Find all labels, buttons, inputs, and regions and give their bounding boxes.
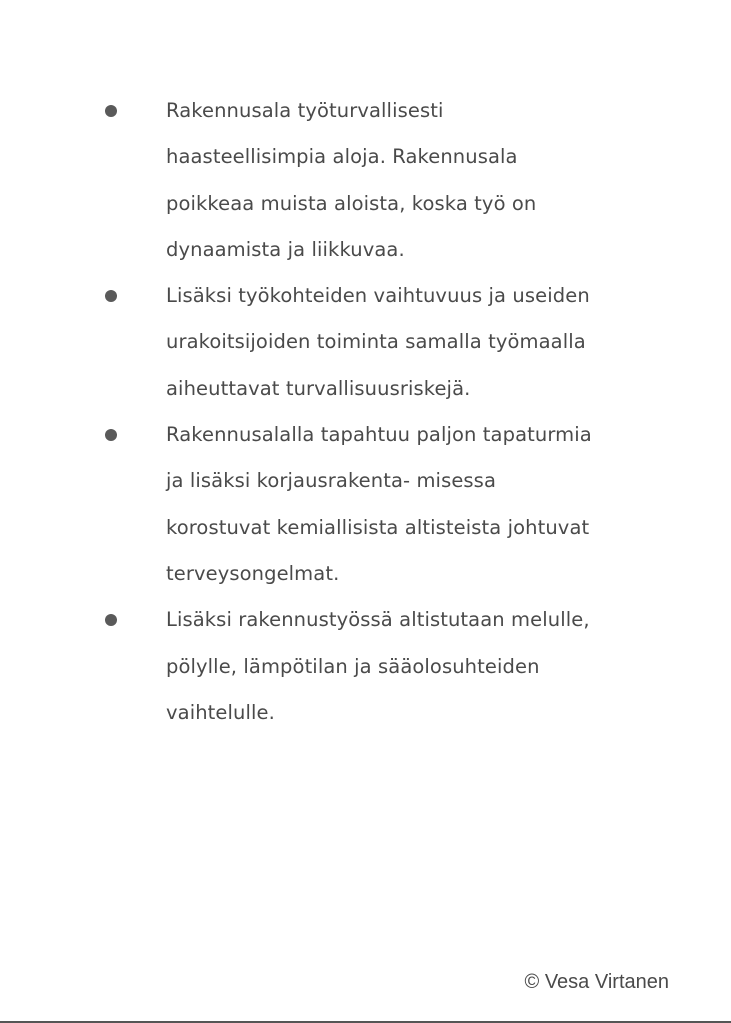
bullet-text-line: Lisäksi työkohteiden vaihtuvuus ja useiden (166, 284, 590, 308)
bullet-text-line: dynaamista ja liikkuvaa. (166, 237, 405, 261)
bullet-list (0, 88, 731, 736)
bullet-text-line: urakoitsijoiden toiminta samalla työmaalla (166, 330, 586, 354)
bullet-text-line: Rakennusalalla tapahtuu paljon tapaturmia (166, 423, 592, 447)
bullet-text-line: aiheuttavat turvallisuusriskejä. (166, 376, 471, 400)
bullet-text-line: poikkeaa muista aloista, koska työ on (166, 191, 537, 215)
bullet-text-line: vaihtelulle. (166, 700, 275, 724)
bullet-item (0, 273, 731, 412)
bullet-text-line: Rakennusala työturvallisesti (166, 99, 444, 122)
bullet-text-line: Lisäksi rakennustyössä altistutaan melulle, (166, 608, 590, 632)
bullet-dot-icon (105, 614, 117, 626)
bullet-text-line: korostuvat kemiallisista altisteista johtuvat (166, 515, 590, 539)
bullet-dot-icon (105, 429, 117, 441)
bullet-item (0, 412, 731, 597)
bullet-text-line: ja lisäksi korjausrakenta- misessa (166, 469, 496, 493)
bullet-dot-icon (105, 290, 117, 302)
bullet-text-line: pölylle, lämpötilan ja sääolosuhteiden (166, 654, 540, 678)
bullet-item (0, 88, 731, 273)
bullet-text-line: terveysongelmat. (166, 561, 340, 585)
bullet-item (0, 597, 731, 736)
bullet-dot-icon (105, 105, 117, 117)
bullet-text-line: haasteellisimpia aloja. Rakennusala (166, 145, 518, 169)
copyright-notice: © Vesa Virtanen (524, 971, 669, 993)
